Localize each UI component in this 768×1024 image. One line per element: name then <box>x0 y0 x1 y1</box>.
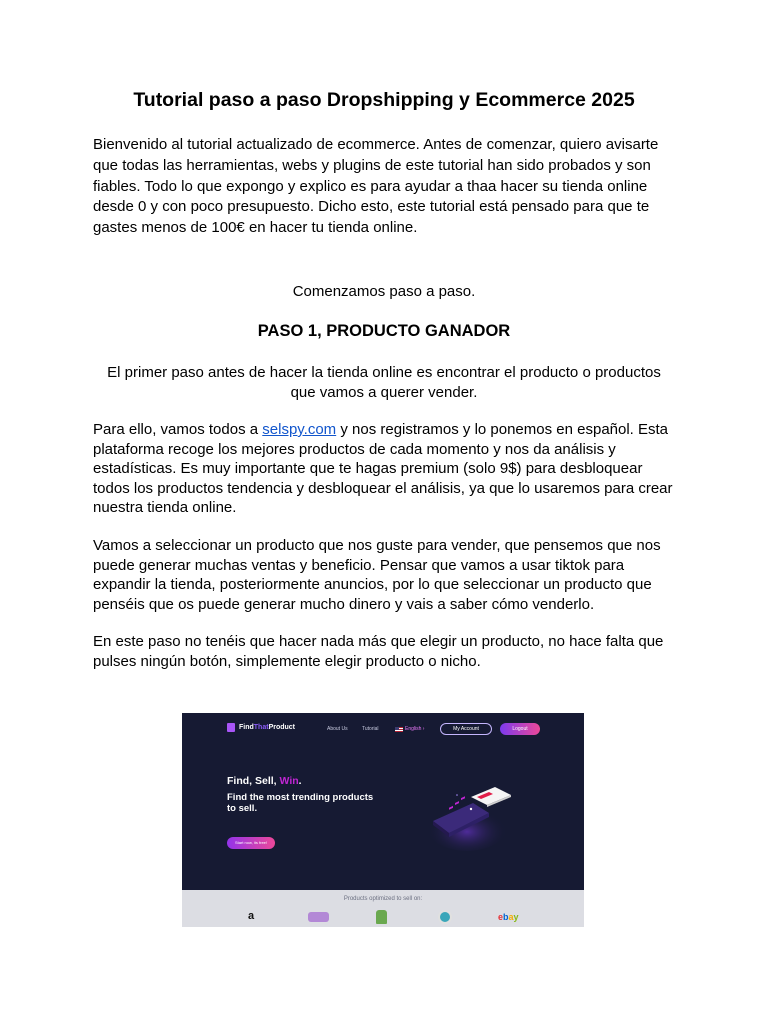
tagline-win: Win <box>279 775 299 787</box>
document-title: Tutorial paso a paso Dropshipping y Ecommerce 2025 <box>133 89 635 111</box>
logout-button: Logout <box>500 723 540 735</box>
step1-intro: El primer paso antes de hacer la tienda online es encontrar el producto o productos que vamos a querer vender. <box>107 364 661 401</box>
hero-title: Find the most trending products to sell. <box>227 792 374 814</box>
nav-tutorial: Tutorial <box>362 726 379 732</box>
brand-name-part3: Product <box>268 724 296 731</box>
vamos-seleccionar-paragraph: Vamos a seleccionar un producto que nos guste para vender, que pensemos que nos puede generar muchas ventas y beneficio. Pensar que vamos a usar tiktok para expandir la tienda, posteriormente anuncios, por lo que seleccionar un producto que penséis que os puede generar mucho dinero y vais a saber cómo venderlo. <box>93 537 661 613</box>
screenshot-hero <box>182 713 584 890</box>
brand-logo-icon <box>227 723 235 732</box>
strip-title: Products optimized to sell on: <box>343 896 423 902</box>
my-account-button: My Account <box>440 723 492 735</box>
marketplace-logo-icon <box>438 910 452 924</box>
pos-terminal-illustration <box>427 783 517 853</box>
para-ello-paragraph <box>93 420 675 518</box>
selspy-link[interactable]: selspy.com <box>262 421 337 438</box>
tagline-end: . <box>298 775 302 787</box>
shopify-logo-icon <box>376 910 387 924</box>
brand-name-part2: That <box>253 724 269 731</box>
brand-name-part1: Find <box>239 724 254 731</box>
woocommerce-logo-icon <box>308 912 329 922</box>
brand <box>227 723 295 732</box>
step1-heading: PASO 1, PRODUCTO GANADOR <box>257 322 511 340</box>
en-este-paso-paragraph: En este paso no tenéis que hacer nada más que elegir un producto, no hace falta que pulses ningún botón, simplemente elegir producto o nicho. <box>93 633 664 670</box>
intro-paragraph: Bienvenido al tutorial actualizado de ecommerce. Antes de comenzar, quiero avisarte que todas las herramientas, webs y plugins de este tutorial han sido probados y son fiables. Todo lo que expongo y explico es para ayudar a thaa hacer su tienda online desde 0 y con poco presupuesto. Dicho esto, este tutorial está pensado para que te gastes menos de 100€ en hacer tu tienda online. <box>93 136 659 237</box>
ebay-logo-icon: ebay <box>498 912 519 922</box>
para-ello-post: y nos registramos y lo ponemos en español. Esta plataforma recoge los mejores productos de cada momento y nos da análisis y estadísticas. Es muy importante que te hagas premium (solo 9$) para desbloquear todos los productos tendencia y desbloquear el análisis, ya que lo usaremos para crear nuestra tienda online. <box>93 421 673 516</box>
language-label: English › <box>405 726 425 732</box>
nav-about: About Us <box>327 726 348 732</box>
amazon-logo-icon: a <box>248 910 255 922</box>
marketplace-strip <box>182 890 584 927</box>
hero-tagline <box>227 775 302 787</box>
findthatproduct-screenshot <box>182 713 584 927</box>
brand-name <box>239 724 295 731</box>
nav-language <box>395 726 424 732</box>
tagline-part1: Find, Sell, <box>227 775 280 787</box>
comenzamos-line: Comenzamos paso a paso. <box>292 283 476 300</box>
start-now-button: Start now, its free! <box>227 837 275 849</box>
us-flag-icon <box>395 727 403 732</box>
para-ello-pre: Para ello, vamos todos a <box>93 421 263 438</box>
